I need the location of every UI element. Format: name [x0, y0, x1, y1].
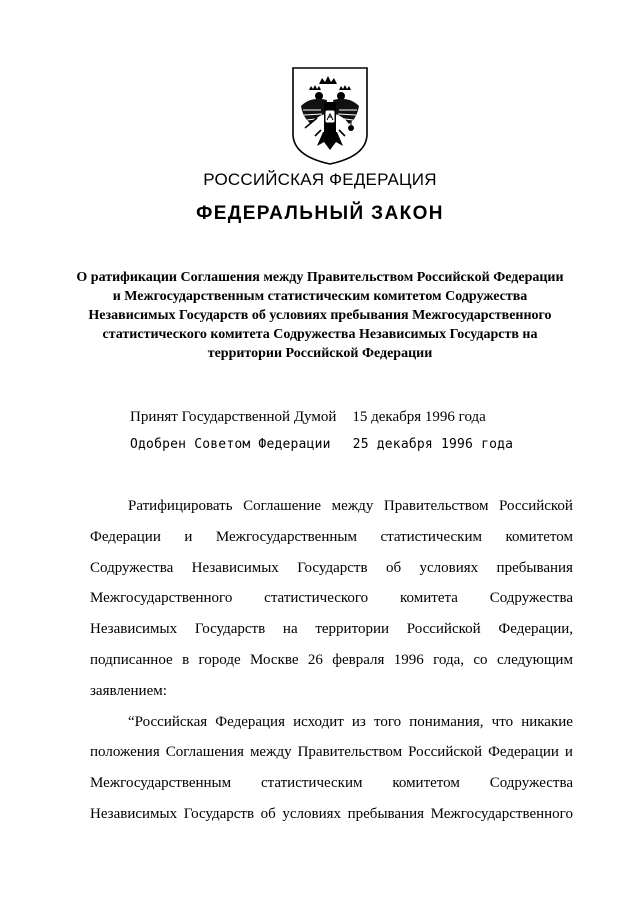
word: условиях: [419, 559, 479, 576]
law-title: [60, 268, 580, 363]
word: Межгосударственным: [215, 528, 357, 545]
word: между: [331, 498, 374, 514]
word: Независимых: [90, 805, 178, 822]
body-line: [90, 583, 573, 614]
word: Содружества: [489, 590, 573, 607]
body-line: [90, 768, 573, 799]
word: об: [385, 559, 402, 576]
adopted-date: 15 декабря 1996 года: [352, 409, 486, 425]
word: что: [491, 713, 514, 730]
word: Федерации: [488, 744, 559, 761]
title-line: территории Российской Федерации: [207, 346, 433, 361]
word: 26: [307, 651, 323, 668]
word: в: [182, 651, 190, 668]
word: года,: [433, 651, 465, 668]
word: того: [373, 713, 402, 730]
body-line: [90, 614, 573, 645]
word: Российской: [408, 744, 483, 761]
word: 1996: [393, 651, 424, 668]
word: и: [184, 528, 193, 545]
word: между: [249, 744, 292, 761]
word: и: [564, 744, 573, 761]
word: Содружества: [489, 775, 573, 792]
word: Правительством: [297, 744, 403, 761]
word: исходит: [293, 713, 344, 730]
word: со: [473, 651, 488, 668]
word: Федерации: [90, 528, 161, 545]
country-name: РОССИЙСКАЯ ФЕДЕРАЦИЯ: [203, 170, 437, 189]
word: Российской: [499, 498, 573, 514]
word: следующим: [496, 651, 573, 668]
body-line: [90, 645, 573, 676]
word: Москве: [250, 651, 299, 668]
word: “Российская: [128, 713, 208, 730]
word: Межгосударственного: [430, 805, 573, 822]
word: территории: [315, 621, 389, 638]
body-line: [90, 553, 573, 584]
word: статистического: [264, 590, 369, 607]
body-line: [90, 522, 573, 553]
document-type: ФЕДЕРАЛЬНЫЙ ЗАКОН: [196, 203, 444, 224]
word: комитетом: [505, 528, 573, 545]
word: об: [260, 805, 276, 822]
word: из: [351, 713, 366, 730]
word: Межгосударственным: [90, 775, 232, 792]
word: пребывания: [496, 559, 573, 576]
word: положения: [90, 744, 160, 761]
word: понимания,: [409, 713, 484, 730]
word: Соглашение: [243, 498, 322, 514]
word: Государств: [297, 559, 368, 576]
word: Правительством: [383, 498, 489, 514]
word: пребывания: [347, 805, 425, 822]
word: Соглашения: [165, 744, 244, 761]
word: Независимых: [191, 559, 279, 576]
approved-label: Одобрен Советом Федерации: [130, 437, 331, 452]
word: комитета: [400, 590, 458, 607]
word: февраля: [332, 651, 385, 668]
word: Федерация: [215, 713, 285, 730]
coat-of-arms-icon: [291, 66, 369, 166]
word: статистическим: [260, 775, 363, 792]
approved-date: 25 декабря 1996 года: [352, 437, 514, 452]
body-line: [90, 799, 573, 830]
title-line: Независимых Государств об условиях пребывания Межгосударственного: [88, 308, 552, 323]
adopted-by-duma: [130, 409, 486, 426]
word: Ратифицировать: [128, 498, 233, 514]
word: никакие: [521, 713, 573, 730]
word: Государств: [194, 621, 266, 638]
body-line: [90, 737, 573, 768]
body-line: заявлением:: [90, 682, 167, 699]
word: подписанное: [90, 651, 173, 668]
word: Содружества: [90, 559, 174, 576]
body-line: [90, 491, 573, 522]
word: Государств: [183, 805, 255, 822]
word: Независимых: [90, 621, 178, 638]
word: на: [282, 621, 298, 638]
title-line: и Межгосударственным статистическим комитетом Содружества: [112, 289, 528, 304]
word: Российской: [406, 621, 481, 638]
title-line: статистического комитета Содружества Независимых Государств на: [102, 327, 538, 342]
approved-by-federation-council: [130, 437, 513, 452]
word: городе: [198, 651, 241, 668]
word: Федерации,: [498, 621, 573, 638]
word: условиях: [282, 805, 342, 822]
body-line: [90, 707, 573, 738]
word: статистическим: [380, 528, 482, 545]
word: комитетом: [392, 775, 460, 792]
word: Межгосударственного: [90, 590, 233, 607]
law-body: [90, 491, 573, 830]
title-line: О ратификации Соглашения между Правительством Российской Федерации: [76, 270, 564, 285]
adopted-label: Принят Государственной Думой: [130, 409, 337, 425]
